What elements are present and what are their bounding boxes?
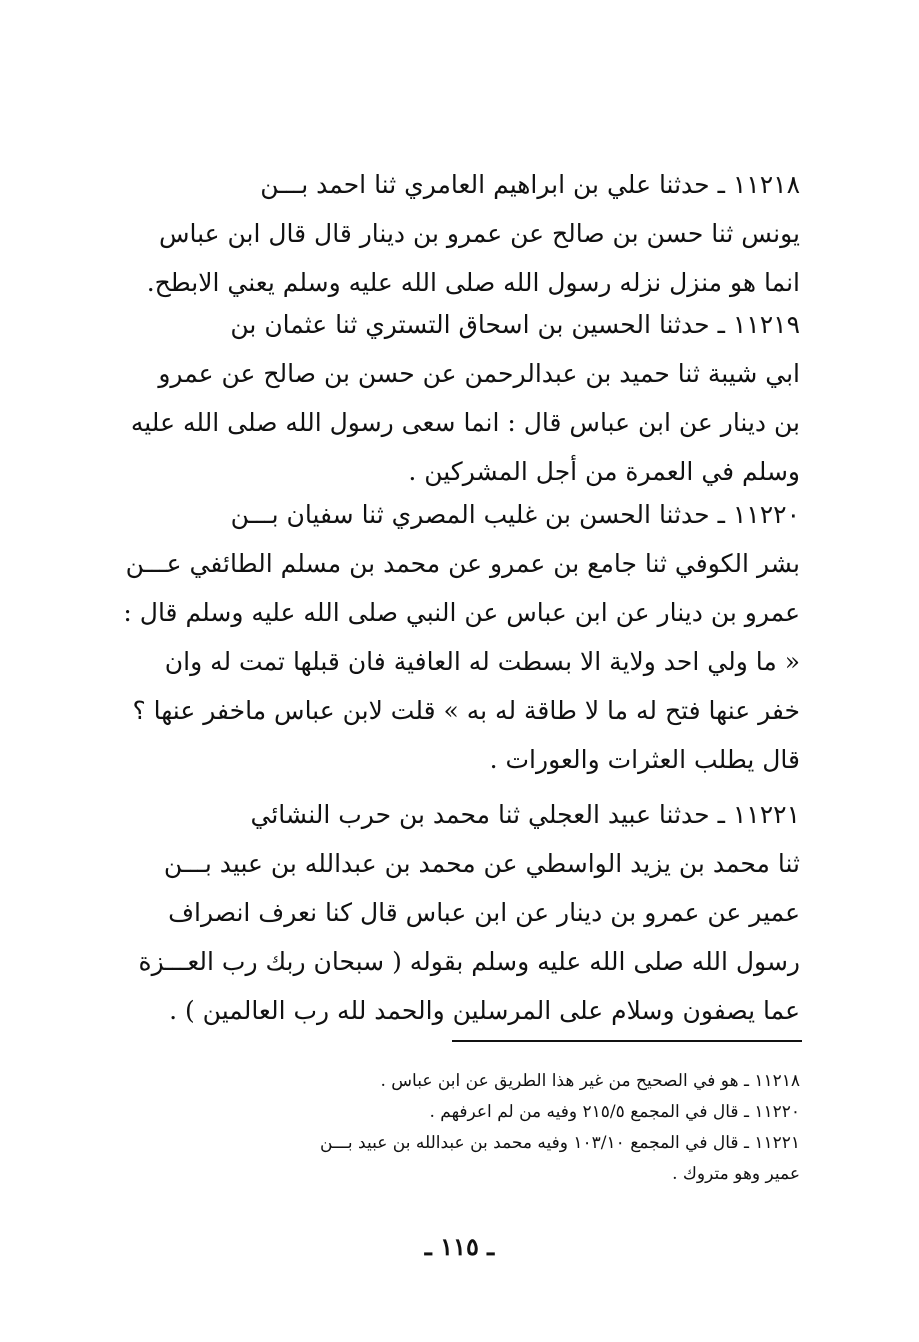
text-line: عمرو بن دينار عن ابن عباس عن النبي صلى الله عليه وسلم قال : <box>123 598 800 627</box>
hadith-11220 <box>92 490 800 784</box>
footnote-line: ١١٢١٨ ـ هو في الصحيح من غير هذا الطريق عن ابن عباس . <box>380 1071 800 1091</box>
hadith-11219 <box>92 300 800 496</box>
text-line: رسول الله صلى الله عليه وسلم بقوله ( سبحان ربك رب العـــزة <box>138 947 800 976</box>
text-line: ١١٢١٩ ـ حدثنا الحسين بن اسحاق التستري ثنا عثمان بن <box>230 310 800 339</box>
footnote-line: عمير وهو متروك . <box>672 1164 800 1184</box>
text-line: ١١٢٢٠ ـ حدثنا الحسن بن غليب المصري ثنا سفيان بـــن <box>230 500 800 529</box>
footnote-line: ١١٢٢٠ ـ قال في المجمع ٢١٥/٥ وفيه من لم اعرفهم . <box>429 1102 800 1122</box>
footnote-line: ١١٢٢١ ـ قال في المجمع ١٠٣/١٠ وفيه محمد بن عبدالله بن عبيد بـــن <box>320 1133 800 1153</box>
text-line: ١١٢٢١ ـ حدثنا عبيد العجلي ثنا محمد بن حرب النشائي <box>250 800 800 829</box>
text-line: بشر الكوفي ثنا جامع بن عمرو عن محمد بن مسلم الطائفي عـــن <box>125 549 800 578</box>
text-line: قال يطلب العثرات والعورات . <box>489 745 800 774</box>
hadith-text <box>92 790 800 1035</box>
text-line: بن دينار عن ابن عباس قال : انما سعى رسول الله صلى الله عليه <box>130 408 800 437</box>
text-line: يونس ثنا حسن بن صالح عن عمرو بن دينار قال قال ابن عباس <box>158 219 800 248</box>
text-line: انما هو منزل نزله رسول الله صلى الله عليه وسلم يعني الابطح. <box>146 268 800 297</box>
text-line: ابي شيبة ثنا حميد بن عبدالرحمن عن حسن بن صالح عن عمرو <box>158 359 800 388</box>
text-line: ثنا محمد بن يزيد الواسطي عن محمد بن عبدالله بن عبيد بـــن <box>163 849 800 878</box>
text-line: وسلم في العمرة من أجل المشركين . <box>408 457 800 486</box>
text-line: عمير عن عمرو بن دينار عن ابن عباس قال كنا نعرف انصراف <box>168 898 800 927</box>
hadith-11221 <box>92 790 800 1035</box>
text-line: ١١٢١٨ ـ حدثنا علي بن ابراهيم العامري ثنا احمد بـــن <box>260 170 800 199</box>
hadith-text <box>92 300 800 496</box>
hadith-text <box>92 490 800 784</box>
text-line: عما يصفون وسلام على المرسلين والحمد لله رب العالمين ) . <box>169 996 800 1025</box>
hadith-text <box>92 160 800 307</box>
footnote-divider <box>452 1040 802 1042</box>
page-number: ـ ١١٥ ـ <box>424 1232 495 1261</box>
text-line: خفر عنها فتح له ما لا طاقة له به » قلت لابن عباس ماخفر عنها ؟ <box>132 696 800 725</box>
text-line: « ما ولي احد ولاية الا بسطت له العافية فان قبلها تمت له وان <box>164 647 800 676</box>
footnotes <box>100 1066 800 1190</box>
hadith-11218 <box>92 160 800 307</box>
